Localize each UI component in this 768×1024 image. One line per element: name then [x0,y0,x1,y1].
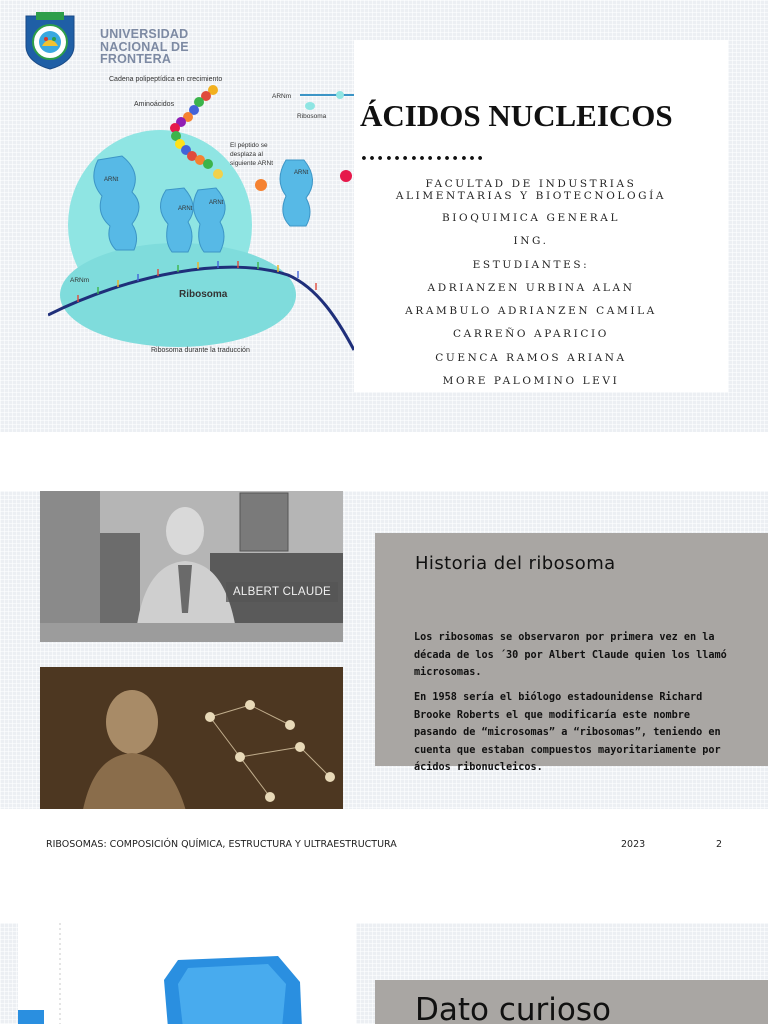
title-card [354,40,728,392]
student-name: CUENCA RAMOS ARIANA [435,351,627,364]
student-name: ARAMBULO ADRIANZEN CAMILA [405,305,657,318]
history-card [375,533,768,774]
university-name-line: UNIVERSIDAD [100,27,189,41]
label-arnm-top: ARNm [272,93,292,100]
label-peptide-3: siguiente ARNt [230,160,273,167]
slide-title [0,0,768,432]
footer-year: 2023 [621,839,646,850]
label-ribosoma-small: Ribosoma [297,113,327,120]
label-aminoacids: Aminoácidos [134,101,175,108]
richard-roberts-photo [40,667,343,809]
credits-list [372,178,690,398]
label-arnt-mid2: ARNt [209,200,224,206]
photo1-caption: ALBERT CLAUDE [226,582,338,602]
label-chain: Cadena polipeptídica en crecimiento [109,76,223,83]
footer-page-number: 2 [716,839,723,850]
label-arnt-right: ARNt [294,170,309,176]
student-name: ADRIANZEN URBINA ALAN [427,281,635,294]
presentation-title: ÁCIDOS NUCLEICOS [360,98,673,133]
curious-title: Dato curioso [415,992,611,1024]
diagram-caption: Ribosoma durante la traducción [151,347,250,354]
slide-history [0,491,768,809]
label-ribosoma-big: Ribosoma [179,289,228,300]
history-title: Historia del ribosoma [415,553,616,574]
teacher-line: ING. [513,235,549,248]
label-arnt-mid1: ARNt [178,206,193,212]
title-dots: …………… [360,140,485,166]
history-paragraph: En 1958 sería el biólogo estadounidense Richard Brooke Roberts el que modificaría este nombre pasando de “microsomas” a “ribosomas”, teniendo en cuenta que estaban compuestos mayoritariamente por ácidos ribonucleicos. [414,692,721,774]
university-name-line: FRONTERA [100,52,172,66]
label-arnm-left: ARNm [70,277,90,284]
label-arnt-left: ARNt [104,177,119,183]
crystal-image [18,923,356,1024]
ribosome-translation-diagram [48,40,354,392]
student-name: MORE PALOMINO LEVI [442,375,620,388]
curious-card [375,980,768,1024]
label-peptide-1: El péptido se [230,142,268,149]
footer-title: RIBOSOMAS: COMPOSICIÓN QUÍMICA, ESTRUCTURA Y ULTRAESTRUCTURA [46,839,397,850]
students-heading: ESTUDIANTES: [472,258,590,271]
student-name: CARREÑO APARICIO [453,328,609,341]
course-line: BIOQUIMICA GENERAL [441,212,621,224]
albert-claude-photo [40,491,343,642]
university-name-line: NACIONAL DE [100,39,189,54]
slide-curious-fact [0,923,768,1024]
label-peptide-2: desplaza al [230,151,263,158]
faculty-line: FACULTAD DE INDUSTRIAS ALIMENTARIAS Y BIOTECNOLOGÍA [395,178,667,202]
history-paragraph: Los ribosomas se observaron por primera vez en la década de los ´30 por Albert Claude quien los llamó microsomas. [414,632,727,679]
